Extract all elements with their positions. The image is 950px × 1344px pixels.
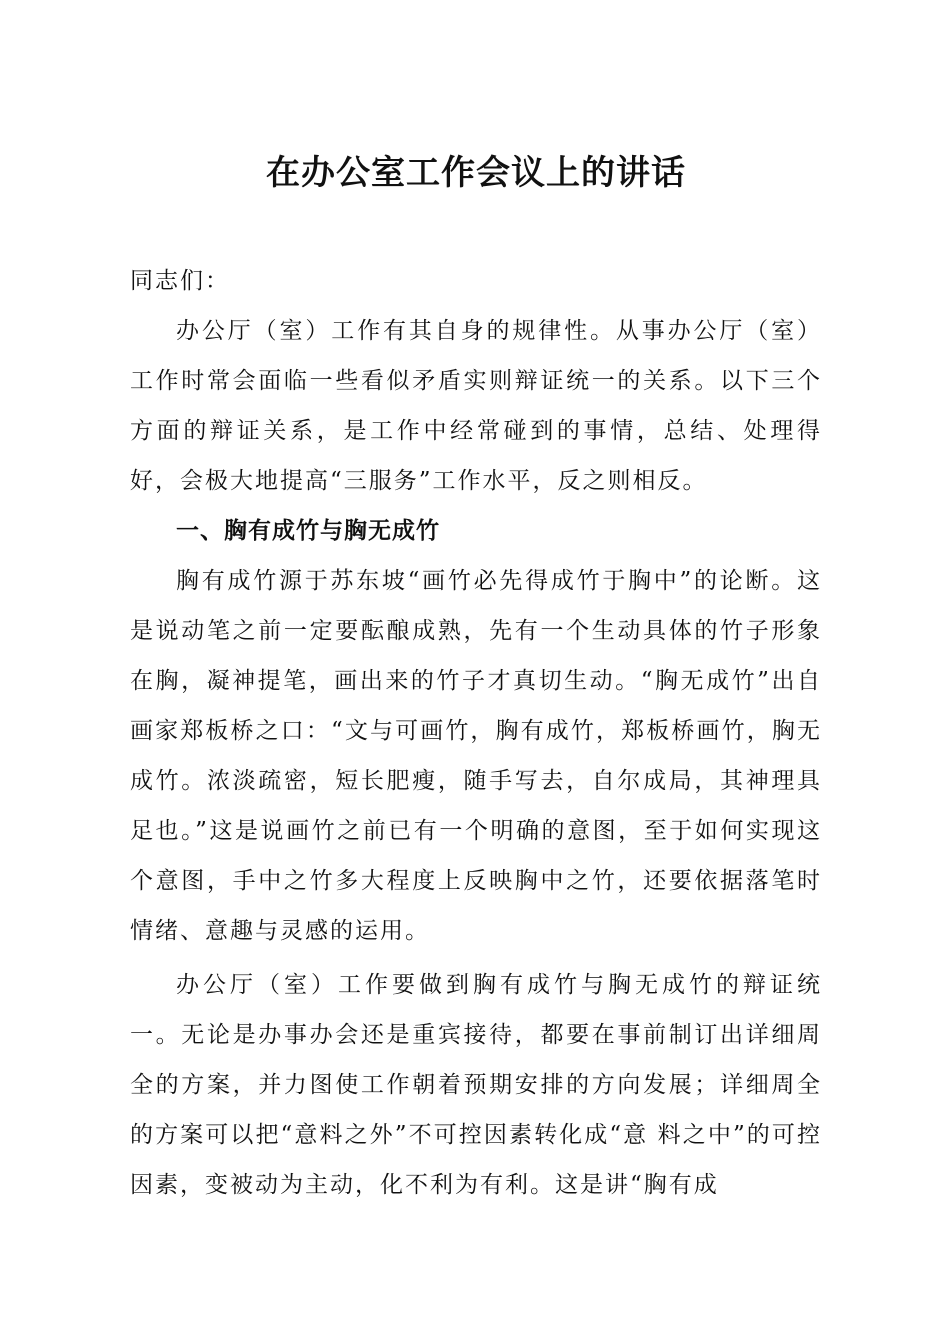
salutation: 同志们：: [130, 268, 230, 294]
paragraph-origin: 胸有成竹源于苏东坡“画竹必先得成竹于胸中”的论断。这是说动笔之前一定要酝酿成熟，先有一个生动具体的竹子形象在胸，凝神提笔，画出来的竹子才真切生动。“胸无成竹”出自画家郑板桥之口：“文与可画竹，胸有成竹，郑板桥画竹，胸无成竹。浓淡疏密，短长肥瘦，随手写去，自尔成局，其神理具足也。”这是说画竹之前已有一个明确的意图，至于如何实现这个意图，手中之竹多大程度上反映胸中之竹，还要依据落笔时情绪、意趣与灵感的运用。: [130, 568, 822, 944]
section-heading: 一、胸有成竹与胸无成竹: [176, 518, 440, 544]
document-title: 在办公室工作会议上的讲话: [266, 153, 686, 193]
paragraph-application: 办公厅（室）工作要做到胸有成竹与胸无成竹的辩证统一。无论是办事办会还是重宾接待，都要在事前制订出详细周全的方案，并力图使工作朝着预期安排的方向发展；详细周全的方案可以把“意料之外”不可控因素转化成“意 料之中”的可控因素，变被动为主动，化不利为有利。这是讲“胸有成: [130, 972, 822, 1198]
paragraph-intro: 办公厅（室）工作有其自身的规律性。从事办公厅（室）工作时常会面临一些看似矛盾实则辩证统一的关系。以下三个方面的辩证关系，是工作中经常碰到的事情，总结、处理得好，会极大地提高“三服务”工作水平，反之则相反。: [130, 318, 822, 494]
